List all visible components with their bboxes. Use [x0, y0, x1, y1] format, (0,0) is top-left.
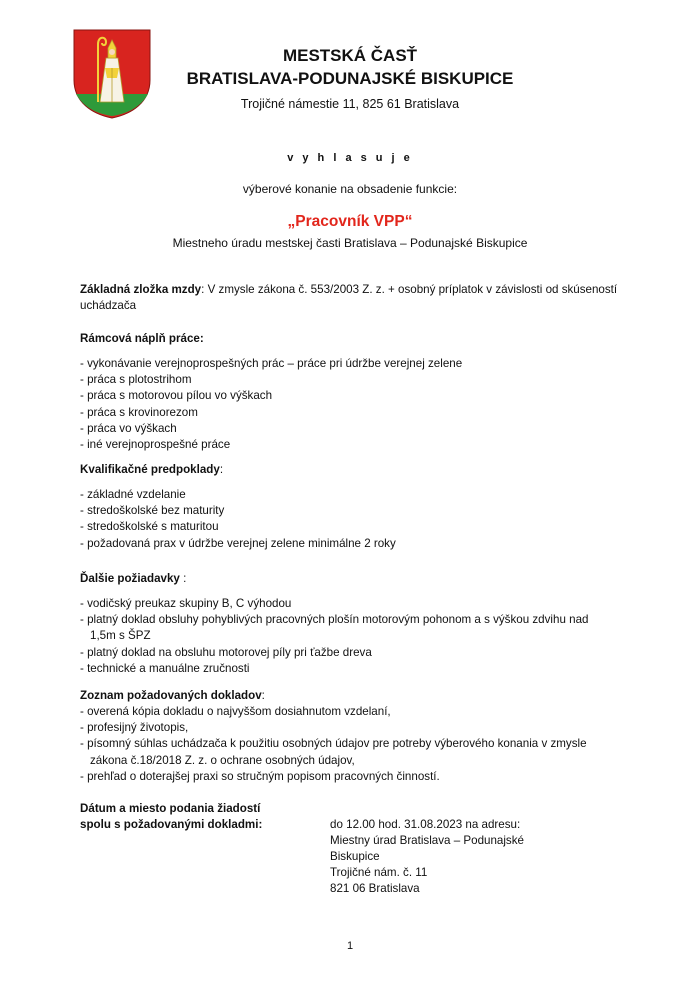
announce-intro: výberové konanie na obsadenie funkcie:: [242, 182, 458, 196]
list-item: - práca s krovinorezom: [80, 405, 198, 419]
announce-verb: v y h l a s u j e: [287, 152, 413, 164]
list-item: 1,5m s ŠPZ: [90, 629, 151, 643]
municipality-title-line1: MESTSKÁ ČASŤ: [282, 46, 418, 65]
office-name: Miestneho úradu mestskej časti Bratislava – Podunajské Biskupice: [172, 236, 528, 250]
municipality-address: Trojičné námestie 11, 825 61 Bratislava: [240, 97, 460, 111]
municipality-title-line2: BRATISLAVA-PODUNAJSKÉ BISKUPICE: [186, 69, 514, 88]
list-item: - iné verejnoprospešné práce: [80, 438, 231, 452]
coat-of-arms-icon: [72, 28, 152, 120]
submission-address-line: Miestny úrad Bratislava – Podunajské: [330, 834, 524, 847]
documents-section: [80, 688, 620, 785]
qualifications-heading: Kvalifikačné predpoklady: [80, 463, 220, 476]
submission-deadline: do 12.00 hod. 31.08.2023 na adresu:: [330, 818, 521, 831]
documents-heading: Zoznam požadovaných dokladov: [80, 689, 262, 702]
list-item: - platný doklad na obsluhu motorovej píly pri ťažbe dreva: [80, 645, 372, 659]
salary-section: [80, 282, 620, 314]
list-item: - práca s motorovou pílou vo výškach: [80, 389, 273, 403]
salary-text-cont: uchádzača: [80, 299, 137, 312]
list-item: - overená kópia dokladu o najvyššom dosiahnutom vzdelaní,: [80, 705, 391, 718]
list-item: - stredoškolské bez maturity: [80, 504, 225, 518]
qualifications-section: [80, 462, 620, 552]
position-title: „Pracovník VPP“: [287, 213, 413, 230]
other-heading: Ďalšie požiadavky: [80, 572, 180, 585]
submission-address-line: 821 06 Bratislava: [330, 882, 420, 895]
list-item: - práca vo výškach: [80, 421, 177, 435]
list-item: - platný doklad obsluhy pohyblivých pracovných plošín motorovým pohonom a s výškou zdvihu nad: [80, 613, 589, 627]
list-item: - vykonávanie verejnoprospešných prác – práce pri údržbe verejnej zelene: [80, 357, 463, 370]
submission-section: [80, 801, 620, 897]
duties-section: [80, 331, 620, 453]
list-item: zákona č.18/2018 Z. z. o ochrane osobných údajov,: [90, 753, 355, 767]
other-requirements-section: [80, 571, 620, 677]
list-item: - vodičský preukaz skupiny B, C výhodou: [80, 597, 292, 610]
salary-label: Základná zložka mzdy: [80, 283, 202, 296]
duties-heading: Rámcová náplň práce:: [80, 332, 204, 345]
page-number: 1: [346, 940, 354, 952]
qualifications-colon: :: [219, 463, 224, 476]
other-colon: :: [179, 572, 187, 585]
list-item: - práca s plotostrihom: [80, 373, 192, 387]
list-item: - písomný súhlas uchádzača k použitiu osobných údajov pre potreby výberového konania v zmysle: [80, 737, 587, 751]
list-item: - stredoškolské s maturitou: [80, 520, 219, 534]
submission-address-line: Trojičné nám. č. 11: [330, 866, 428, 879]
documents-colon: :: [261, 689, 265, 702]
list-item: - požadovaná prax v údržbe verejnej zelene minimálne 2 roky: [80, 536, 396, 550]
list-item: - profesijný životopis,: [80, 721, 189, 735]
list-item: - prehľad o doterajšej praxi so stručným popisom pracovných činností.: [80, 769, 440, 783]
salary-text: : V zmysle zákona č. 553/2003 Z. z. + osobný príplatok v závislosti od skúseností: [201, 283, 618, 296]
list-item: - technické a manuálne zručnosti: [80, 661, 250, 675]
submission-label-line1: Dátum a miesto podania žiadostí: [80, 802, 261, 815]
list-item: - základné vzdelanie: [80, 488, 186, 501]
submission-address-line: Biskupice: [330, 850, 380, 863]
submission-label-line2: spolu s požadovanými dokladmi:: [80, 818, 263, 831]
